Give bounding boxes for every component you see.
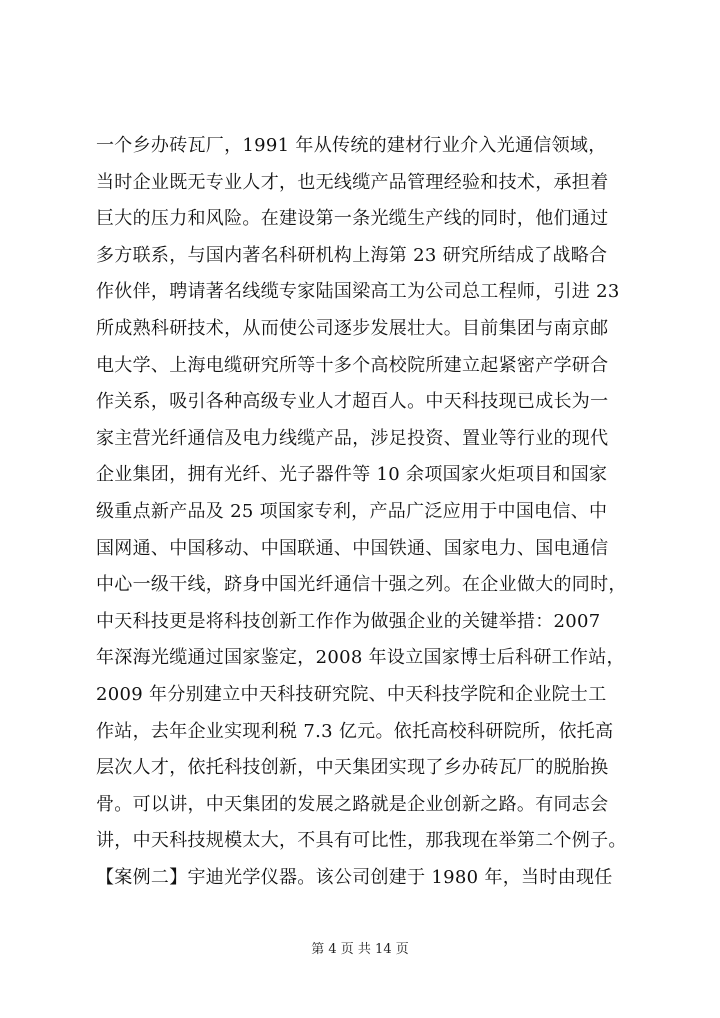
text-line-4: 多方联系，与国内著名科研机构上海第 23 研究所结成了战略合 [96,244,608,266]
text-line-20: 讲，中天科技规模太大，不具有可比性，那我现在举第二个例子。 [96,830,627,852]
text-line-15: 年深海光缆通过国家鉴定，2008 年设立国家博士后科研工作站， [96,647,625,669]
body-text [96,128,636,896]
text-line-13: 中心一级干线，跻身中国光纤通信十强之列。在企业做大的同时， [96,574,627,596]
text-line-8: 作关系，吸引各种高级专业人才超百人。中天科技现已成长为一 [96,391,609,413]
text-line-12: 国网通、中国移动、中国联通、中国铁通、国家电力、国电通信 [96,537,609,559]
text-line-16: 2009 年分别建立中天科技研究院、中天科技学院和企业院士工 [96,683,607,705]
page-number-footer: 第 4 页 共 14 页 [311,942,409,957]
text-line-1: 一个乡办砖瓦厂，1991 年从传统的建材行业介入光通信领域， [96,135,607,156]
text-line-7: 电大学、上海电缆研究所等十多个高校院所建立起紧密产学研合 [96,354,609,376]
text-line-3: 巨大的压力和风险。在建设第一条光缆生产线的同时，他们通过 [96,208,609,230]
text-line-10: 企业集团，拥有光纤、光子器件等 10 余项国家火炬项目和国家 [96,464,608,486]
text-line-18: 层次人才，依托科技创新，中天集团实现了乡办砖瓦厂的脱胎换 [96,757,609,779]
text-line-21: 【案例二】宇迪光学仪器。该公司创建于 1980 年，当时由现任 [96,866,613,888]
text-line-17: 作站，去年企业实现利税 7.3 亿元。依托高校科研院所，依托高 [96,720,614,742]
text-line-14: 中天科技更是将科技创新工作作为做强企业的关键举措：2007 [96,610,601,632]
text-line-2: 当时企业既无专业人才，也无线缆产品管理经验和技术，承担着 [96,171,609,193]
text-line-5: 作伙伴，聘请著名线缆专家陆国梁高工为公司总工程师，引进 23 [96,281,620,303]
text-line-6: 所成熟科研技术，从而使公司逐步发展壮大。目前集团与南京邮 [96,317,609,339]
text-line-19: 骨。可以讲，中天集团的发展之路就是企业创新之路。有同志会 [96,793,609,815]
text-line-11: 级重点新产品及 25 项国家专利，产品广泛应用于中国电信、中 [96,500,608,522]
text-line-9: 家主营光纤通信及电力线缆产品，涉足投资、置业等行业的现代 [96,427,609,449]
